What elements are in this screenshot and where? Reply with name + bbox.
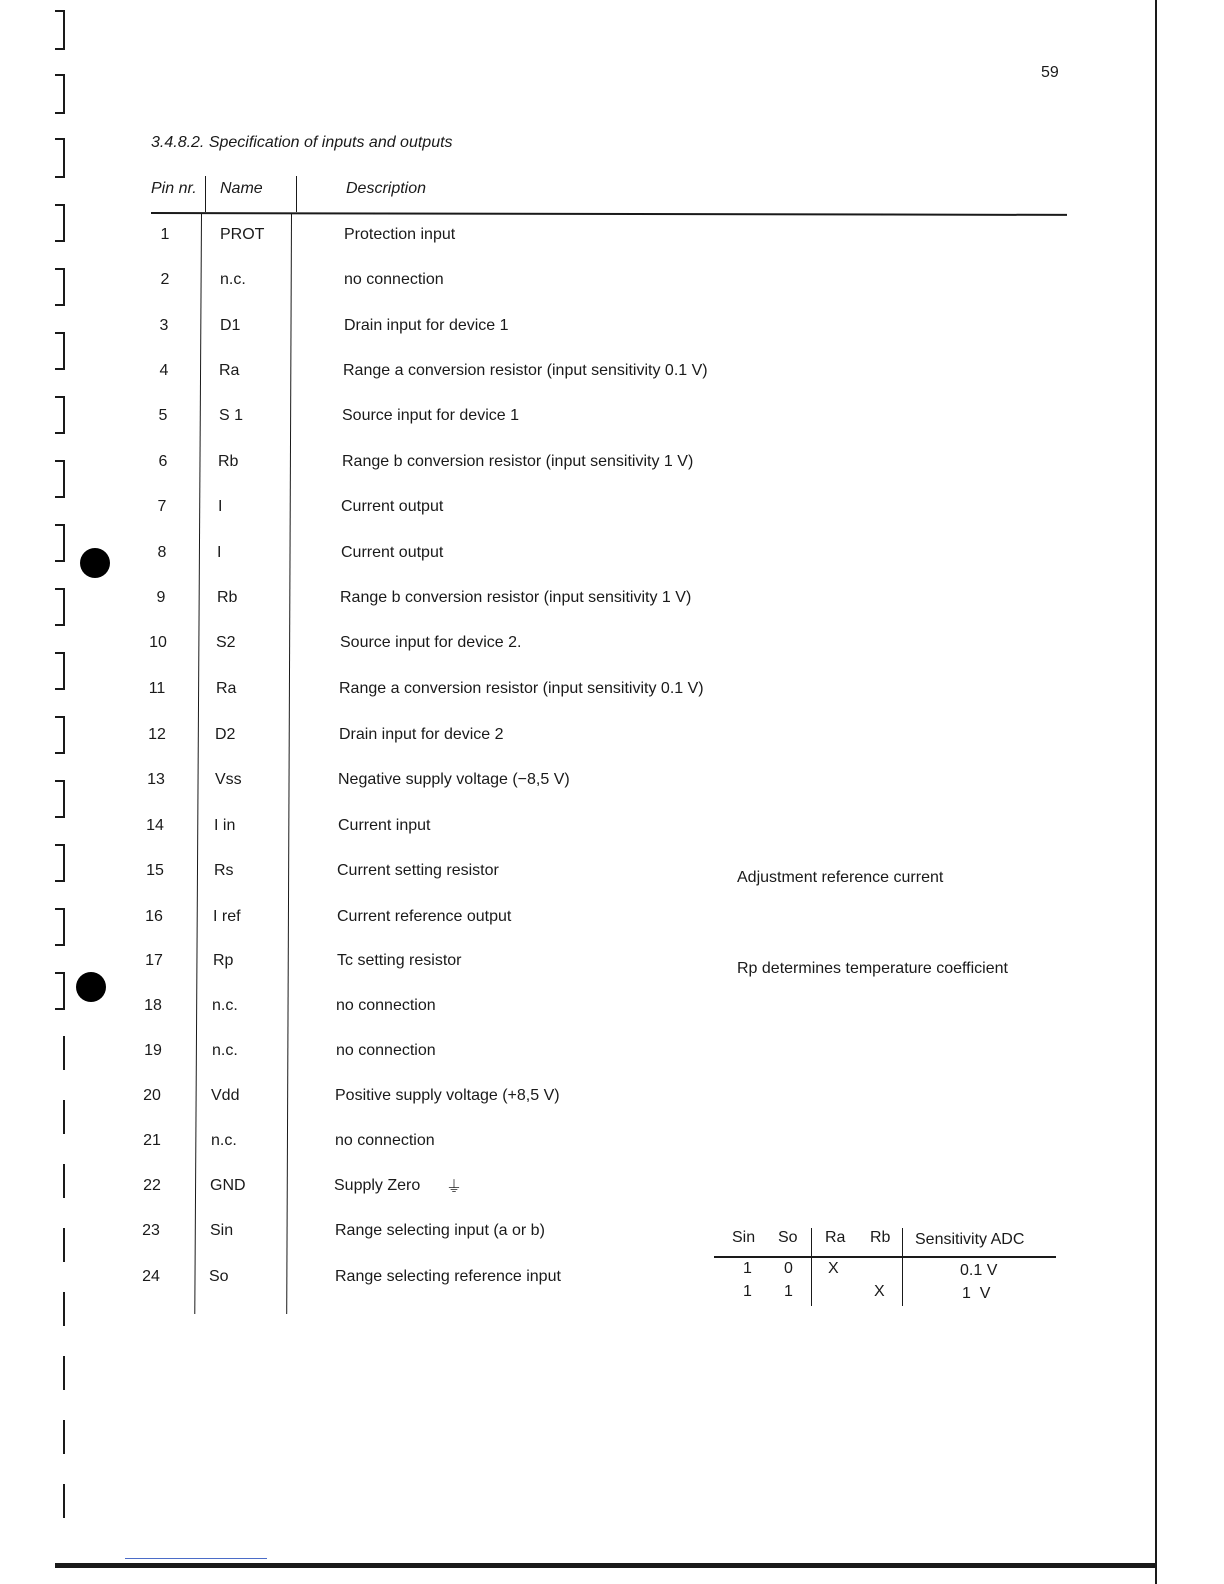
pin-number: 3 (159, 317, 169, 334)
header-pin: Pin nr. (151, 180, 197, 197)
pin-name: Rb (218, 453, 239, 470)
pin-number: 1 (160, 226, 170, 243)
binder-bracket (55, 460, 65, 498)
pin-number: 6 (158, 453, 168, 470)
binder-bracket (55, 972, 65, 1010)
binder-bracket (55, 844, 65, 882)
pin-name: Vdd (211, 1087, 240, 1104)
sens-header-so: So (778, 1229, 798, 1246)
pin-number: 17 (145, 952, 163, 969)
page-number: 59 (1041, 64, 1059, 81)
binder-bracket (55, 524, 65, 562)
pin-number: 15 (146, 862, 164, 879)
pin-number: 18 (144, 997, 162, 1014)
binder-bracket (55, 1292, 65, 1326)
pin-name: Rs (214, 862, 234, 879)
note-adjustment: Adjustment reference current (737, 869, 944, 886)
binder-bracket (55, 716, 65, 754)
pin-name: n.c. (211, 1132, 237, 1149)
punch-hole (80, 548, 110, 578)
punch-hole (76, 972, 106, 1002)
ground-symbol-icon: ⏚ (446, 1179, 463, 1196)
binder-bracket (55, 1036, 65, 1070)
pin-description: Range b conversion resistor (input sensitivity 1 V) (340, 589, 692, 606)
sens-cell: X (828, 1260, 839, 1277)
sens-cell: 1 (784, 1283, 793, 1300)
pin-name: I (217, 544, 222, 561)
pin-description: no connection (335, 1132, 435, 1149)
pin-name: D1 (220, 317, 241, 334)
pin-description: Range a conversion resistor (input sensitivity 0.1 V) (339, 680, 704, 697)
sens-cell: X (874, 1283, 885, 1300)
column-divider (205, 176, 206, 212)
sens-cell: 0 (784, 1260, 793, 1277)
pin-number: 19 (144, 1042, 162, 1059)
pin-number: 16 (145, 908, 163, 925)
pin-description: Current reference output (337, 908, 512, 925)
sens-cell: 1 V (962, 1285, 991, 1302)
pin-name: Sin (210, 1222, 234, 1239)
pin-name: Rp (213, 952, 234, 969)
binder-bracket (55, 652, 65, 690)
pin-description: Current setting resistor (337, 862, 499, 879)
sens-cell: 1 (743, 1283, 752, 1300)
page-bottom-mark (125, 1558, 267, 1559)
pin-number: 2 (160, 271, 170, 288)
binder-bracket (55, 396, 65, 434)
pin-name: D2 (215, 726, 236, 743)
pin-description: Positive supply voltage (+8,5 V) (335, 1087, 560, 1104)
pin-name: n.c. (212, 1042, 238, 1059)
pin-name: I ref (213, 908, 241, 925)
note-temperature-coefficient: Rp determines temperature coefficient (737, 960, 1008, 977)
column-divider (296, 176, 297, 212)
pin-description: Current input (338, 817, 431, 834)
pin-name: n.c. (220, 271, 246, 288)
pin-description: Source input for device 1 (342, 407, 519, 424)
sens-cell: 0.1 V (960, 1262, 998, 1279)
pin-description: Range selecting input (a or b) (335, 1222, 545, 1239)
pin-name: n.c. (212, 997, 238, 1014)
binder-bracket (55, 1228, 65, 1262)
pin-name: Rb (217, 589, 238, 606)
section-title: 3.4.8.2. Specification of inputs and outputs (151, 134, 453, 151)
sens-header-ra: Ra (825, 1229, 846, 1246)
binder-bracket (55, 204, 65, 242)
column-divider (194, 214, 202, 1314)
header-description: Description (346, 180, 427, 197)
pin-number: 13 (147, 771, 165, 788)
binder-bracket (55, 138, 65, 178)
sens-header-sin: Sin (732, 1229, 756, 1246)
pin-description: Current output (341, 544, 444, 561)
pin-name: S2 (216, 634, 236, 651)
sens-header-rule (714, 1256, 1056, 1258)
pin-description: Protection input (344, 226, 456, 243)
pin-name: Ra (216, 680, 237, 697)
pin-description: Drain input for device 2 (339, 726, 504, 743)
pin-description: no connection (344, 271, 444, 288)
sensitivity-table (714, 1228, 1058, 1308)
binder-bracket (55, 268, 65, 306)
pin-description: Supply Zero (334, 1177, 421, 1194)
pin-number: 20 (143, 1087, 161, 1104)
pin-description: Negative supply voltage (−8,5 V) (338, 771, 570, 788)
pin-description: no connection (336, 1042, 436, 1059)
pin-name: Ra (219, 362, 240, 379)
header-rule (151, 212, 1067, 216)
pin-description: Current output (341, 498, 444, 515)
sens-cell: 1 (743, 1260, 752, 1277)
pin-name: GND (210, 1177, 246, 1194)
binder-bracket (55, 1164, 65, 1198)
pin-number: 10 (149, 634, 167, 651)
pin-description: Source input for device 2. (340, 634, 522, 651)
binder-bracket (55, 10, 65, 50)
pin-number: 14 (146, 817, 164, 834)
binder-bracket (55, 332, 65, 370)
pin-name: S 1 (219, 407, 244, 424)
binder-bracket (55, 588, 65, 626)
pin-name: I (218, 498, 223, 515)
pin-description: no connection (336, 997, 436, 1014)
sens-header-rb: Rb (870, 1229, 891, 1246)
header-name: Name (220, 180, 263, 197)
page-right-edge (1155, 0, 1157, 1584)
pin-number: 22 (143, 1177, 161, 1194)
pin-number: 8 (157, 544, 167, 561)
binder-bracket (55, 74, 65, 114)
pin-number: 4 (159, 362, 169, 379)
binder-bracket (55, 1420, 65, 1454)
binder-bracket (55, 1484, 65, 1518)
pin-description: Range selecting reference input (335, 1268, 561, 1285)
page-bottom-edge (55, 1563, 1156, 1568)
sens-divider (811, 1228, 812, 1306)
pin-name: Vss (215, 771, 242, 788)
pin-number: 12 (148, 726, 166, 743)
pin-description: Range a conversion resistor (input sensitivity 0.1 V) (343, 362, 708, 379)
pin-number: 9 (156, 589, 166, 606)
pin-description: Range b conversion resistor (input sensitivity 1 V) (342, 453, 694, 470)
pin-name: So (209, 1268, 229, 1285)
pin-number: 24 (142, 1268, 160, 1285)
pin-name: PROT (220, 226, 265, 243)
pin-number: 11 (148, 680, 166, 697)
pin-number: 21 (143, 1132, 161, 1149)
binder-bracket (55, 908, 65, 946)
binder-bracket (55, 1100, 65, 1134)
column-divider (286, 214, 292, 1314)
pin-number: 5 (158, 407, 168, 424)
pin-name: I in (214, 817, 236, 834)
pin-description: Tc setting resistor (337, 952, 462, 969)
sens-header-sensitivity: Sensitivity ADC (915, 1231, 1025, 1248)
binder-bracket (55, 780, 65, 818)
binder-bracket (55, 1356, 65, 1390)
pin-number: 23 (142, 1222, 160, 1239)
pin-description: Drain input for device 1 (344, 317, 509, 334)
sens-divider (902, 1228, 903, 1306)
pin-number: 7 (157, 498, 167, 515)
